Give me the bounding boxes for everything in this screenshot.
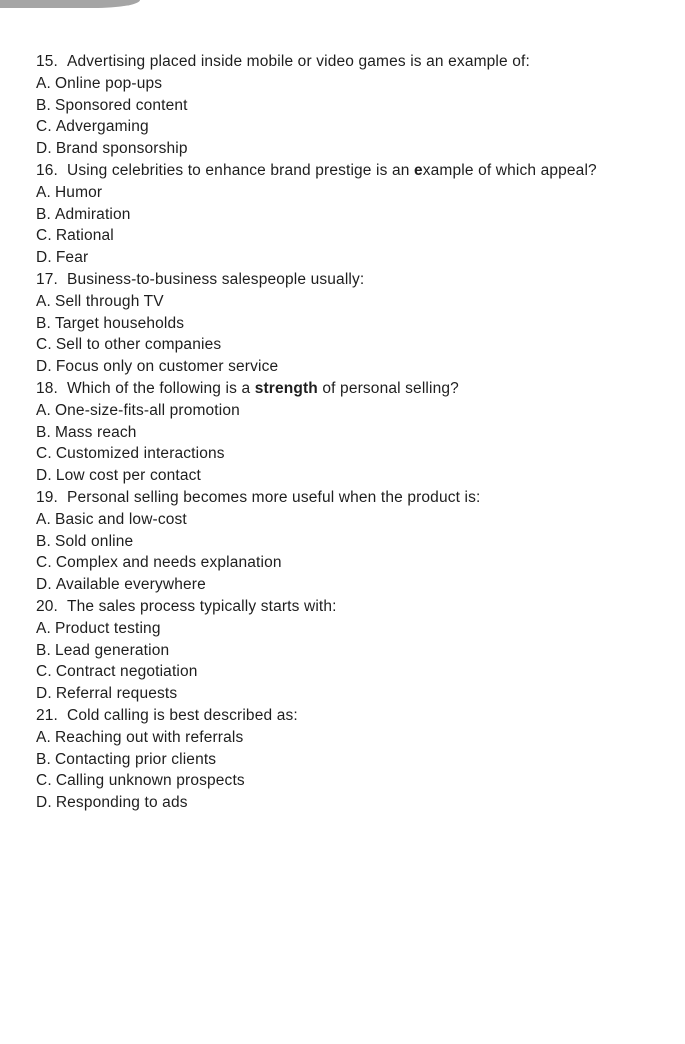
answer-option [36,225,657,247]
answer-option [36,247,657,269]
option-text: Mass reach [54,423,137,441]
question-body [67,380,459,397]
option-label: B. [36,641,51,659]
answer-option [36,313,657,335]
answer-option [36,73,657,95]
option-label: D. [36,249,52,267]
question-text-segment: Business-to-business salespeople usually: [67,270,365,288]
question-text-segment: The sales process typically starts with: [67,597,337,615]
option-label: D. [36,794,52,812]
option-label: C. [36,227,52,245]
question-body [67,707,298,724]
answer-option [36,792,657,814]
question-text-segment: Personal selling becomes more useful when the product is: [67,488,481,506]
question-text-segment: strength [254,379,318,397]
option-label: A. [36,183,51,201]
option-label: D. [36,467,52,485]
answer-option [36,291,657,313]
option-label: C. [36,118,52,136]
answer-option [36,116,657,138]
option-text: Complex and needs explanation [55,554,282,572]
answer-option [36,182,657,204]
option-label: D. [36,358,52,376]
question-text-segment: Which of the following is a [67,379,255,397]
option-label: B. [36,205,51,223]
answer-option [36,356,657,378]
option-text: Advergaming [55,118,149,136]
question-text-segment: e [413,161,423,179]
option-text: Humor [54,183,103,201]
option-label: B. [36,314,51,332]
answer-option [36,640,657,662]
question-number: 16. [36,161,58,179]
question-number: 17. [36,270,58,288]
question-body [67,53,530,70]
option-text: Rational [55,227,114,245]
question-text-segment: of personal selling? [317,379,459,397]
option-label: C. [36,772,52,790]
answer-option [36,95,657,117]
option-text: Customized interactions [55,445,225,463]
question-text-segment: xample of which appeal? [422,161,597,179]
option-text: Sold online [54,532,134,550]
question-text [36,705,657,727]
question-number: 20. [36,597,58,615]
option-label: A. [36,510,51,528]
answer-option [36,443,657,465]
answer-option [36,661,657,683]
option-label: B. [36,750,51,768]
question-text [36,378,657,400]
question-number: 15. [36,53,58,70]
option-text: Basic and low-cost [54,510,187,528]
option-label: C. [36,336,52,354]
question-text [36,160,657,182]
option-text: Target households [54,314,185,332]
option-text: Contract negotiation [55,663,198,681]
option-label: A. [36,292,51,310]
option-label: B. [36,532,51,550]
answer-option [36,422,657,444]
option-label: D. [36,576,52,594]
question-body [67,162,597,179]
answer-option [36,749,657,771]
option-text: Lead generation [54,641,170,659]
option-label: C. [36,663,52,681]
option-label: D. [36,140,52,158]
question-list [36,51,657,814]
question-text [36,487,657,509]
question-text [36,596,657,618]
question-body [67,489,481,506]
option-text: Available everywhere [55,576,206,594]
option-text: Responding to ads [55,794,188,812]
option-text: Sell through TV [54,292,164,310]
option-text: Low cost per contact [55,467,201,485]
option-text: Brand sponsorship [55,140,188,158]
option-label: A. [36,401,51,419]
option-label: A. [36,619,51,637]
answer-option [36,574,657,596]
option-label: B. [36,96,51,114]
question-number: 18. [36,379,58,397]
option-label: A. [36,74,51,92]
option-label: C. [36,445,52,463]
answer-option [36,509,657,531]
option-label: B. [36,423,51,441]
answer-option [36,400,657,422]
answer-option [36,465,657,487]
answer-option [36,138,657,160]
option-text: Reaching out with referrals [54,728,244,746]
question-body [67,598,337,615]
question-text-segment: Cold calling is best described as: [67,706,298,724]
answer-option [36,618,657,640]
question-text-segment: Advertising placed inside mobile or video games is an example of: [67,53,530,70]
option-text: Sell to other companies [55,336,222,354]
option-text: Fear [55,249,89,267]
option-text: Referral requests [55,685,178,703]
option-text: Contacting prior clients [54,750,217,768]
answer-option [36,334,657,356]
answer-option [36,770,657,792]
option-text: Online pop-ups [54,74,163,92]
question-number: 21. [36,706,58,724]
question-number: 19. [36,488,58,506]
answer-option [36,683,657,705]
option-text: Sponsored content [54,96,188,114]
question-text-segment: Using celebrities to enhance brand prestige is an [67,161,414,179]
option-label: C. [36,554,52,572]
answer-option [36,204,657,226]
question-text [36,269,657,291]
option-text: Calling unknown prospects [55,772,245,790]
option-label: D. [36,685,52,703]
option-text: Admiration [54,205,131,223]
answer-option [36,552,657,574]
question-body [67,271,364,288]
option-text: Product testing [54,619,161,637]
answer-option [36,727,657,749]
option-text: Focus only on customer service [55,358,279,376]
question-text [36,51,657,73]
answer-option [36,531,657,553]
option-label: A. [36,728,51,746]
option-text: One-size-fits-all promotion [54,401,240,419]
